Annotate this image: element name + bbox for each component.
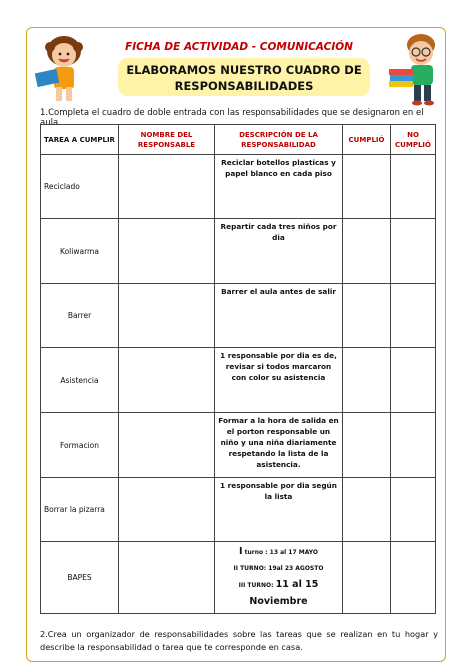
not-done-cell[interactable] xyxy=(391,348,436,413)
description-cell: Formar a la hora de salida en el porton responsable un niño y una niña diariamente respetando la lista de la asistencia. xyxy=(215,413,343,478)
table-row xyxy=(41,284,436,348)
not-done-cell[interactable] xyxy=(391,284,436,348)
not-done-cell[interactable] xyxy=(391,155,436,219)
activity-sheet-title: FICHA DE ACTIVIDAD - COMUNICACIÓN xyxy=(125,41,353,53)
name-cell[interactable] xyxy=(119,348,215,413)
name-cell[interactable] xyxy=(119,413,215,478)
task-cell: Asistencia xyxy=(41,348,119,413)
instruction-1: 1.Completa el cuadro de doble entrada con las responsabilidades que se designaron en el aula. xyxy=(40,108,424,128)
header-not-done: NO CUMPLIÓ xyxy=(391,125,436,155)
name-cell[interactable] xyxy=(119,155,215,219)
description-cell: 1 responsable por dia según la lista xyxy=(215,478,343,542)
header-task: TAREA A CUMPLIR xyxy=(41,125,119,155)
done-cell[interactable] xyxy=(343,155,391,219)
done-cell[interactable] xyxy=(343,219,391,284)
title-banner xyxy=(118,58,370,96)
boy-with-books-illustration xyxy=(381,31,453,107)
task-cell: Koliwarma xyxy=(41,219,119,284)
done-cell[interactable] xyxy=(343,348,391,413)
name-cell[interactable] xyxy=(119,284,215,348)
description-cell: Reciclar botellos plasticas y papel blanco en cada piso xyxy=(215,155,343,219)
task-cell: BAPES xyxy=(41,542,119,614)
responsibilities-table xyxy=(40,124,436,614)
done-cell[interactable] xyxy=(343,413,391,478)
header-description: DESCRIPCIÓN DE LA RESPONSABILIDAD xyxy=(215,125,343,155)
table-header-row xyxy=(41,125,436,155)
banner-line-2: RESPONSABILIDADES xyxy=(174,79,314,93)
done-cell[interactable] xyxy=(343,478,391,542)
table-row xyxy=(41,348,436,413)
turn-1: I turno : 13 al 17 MAYO xyxy=(238,546,319,557)
task-cell: Borrar la pizarra xyxy=(41,478,119,542)
name-cell[interactable] xyxy=(119,478,215,542)
table-row xyxy=(41,413,436,478)
table-row xyxy=(41,542,436,614)
name-cell[interactable] xyxy=(119,219,215,284)
table-row xyxy=(41,219,436,284)
description-cell: 1 responsable por dia es de, revisar si todos marcaron con color su asistencia xyxy=(215,348,343,413)
girl-with-books-illustration xyxy=(28,31,100,103)
header-done: CUMPLIÓ xyxy=(343,125,391,155)
task-cell: Barrer xyxy=(41,284,119,348)
header-responsible-name: NOMBRE DEL RESPONSABLE xyxy=(119,125,215,155)
not-done-cell[interactable] xyxy=(391,478,436,542)
name-cell[interactable] xyxy=(119,542,215,614)
not-done-cell[interactable] xyxy=(391,542,436,614)
not-done-cell[interactable] xyxy=(391,219,436,284)
description-cell xyxy=(215,542,343,614)
description-cell: Barrer el aula antes de salir xyxy=(215,284,343,348)
table-row xyxy=(41,478,436,542)
task-cell: Reciclado xyxy=(41,155,119,219)
instruction-2: 2.Crea un organizador de responsabilidades sobre las tareas que se realizan en tu hogar y describe la responsabilidad o tarea que te corresponde en casa. xyxy=(40,629,438,652)
task-cell: Formacion xyxy=(41,413,119,478)
done-cell[interactable] xyxy=(343,284,391,348)
turn-3: III TURNO: 11 al 15 Noviembre xyxy=(238,579,319,607)
table-row xyxy=(41,155,436,219)
description-cell: Repartir cada tres niños por dia xyxy=(215,219,343,284)
not-done-cell[interactable] xyxy=(391,413,436,478)
turn-2: II TURNO: 19al 23 AGOSTO xyxy=(233,565,324,572)
banner-line-1: ELABORAMOS NUESTRO CUADRO DE xyxy=(126,63,362,77)
done-cell[interactable] xyxy=(343,542,391,614)
